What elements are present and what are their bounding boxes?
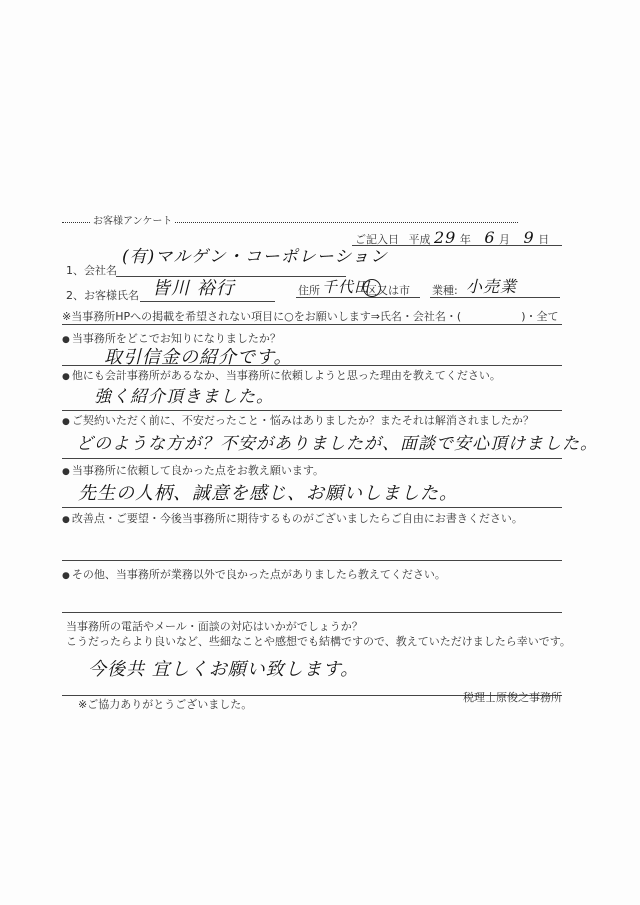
date-year: 29 (434, 228, 457, 247)
date-month: 6 (484, 228, 496, 247)
answer-concerns: どのような方が？不安がありましたが、面談で安心頂けました。 (76, 434, 598, 454)
customer-name-label: 2、お客様氏名 (66, 289, 139, 302)
answer-how-found: 取引信金の紹介です。 (104, 347, 293, 368)
date-day: 9 (523, 228, 535, 247)
question-good-points: ● 当事務所に依頼して良かった点をお教え願います。 (62, 462, 324, 478)
customer-name-underline (140, 301, 275, 302)
answer-reason-line (62, 410, 562, 411)
date-year-unit: 年 (459, 233, 471, 246)
form-title: お客様アンケート (90, 212, 175, 227)
address-ward-circle (363, 279, 381, 297)
customer-name-answer: 皆川 裕行 (152, 278, 235, 299)
answer-improvements-line (62, 560, 562, 561)
industry-label: 業種: (432, 284, 458, 297)
office-name: 税理士原俊之事務所 (463, 691, 562, 704)
question-concerns: ● ご契約いただく前に、不安だったこと・悩みはありましたか？またそれは解消されましたか？ (62, 412, 534, 428)
address-label: 住所 (298, 284, 320, 297)
question-reason: ● 他にも会計事務所があるなか、当事務所に依頼しようと思った理由を教えてください。 (62, 367, 501, 383)
answer-other-line (62, 612, 562, 613)
free-comment-answer: 今後共 宜しくお願い致します。 (88, 659, 360, 680)
date-label: ご記入日 (355, 233, 399, 246)
answer-how-found-line (62, 365, 562, 366)
company-name-answer: (有)マルゲン・コーポレーション (122, 247, 388, 267)
answer-reason: 強く紹介頂きました。 (94, 387, 274, 407)
date-era: 平成 (408, 233, 431, 246)
question-improvements: ● 改善点・ご要望・今後当事務所に期待するものがございましたらご自由にお書きください。 (62, 510, 523, 526)
industry-answer: 小売業 (466, 277, 518, 296)
industry-underline (430, 297, 560, 298)
privacy-note-text: ※当事務所HPへの掲載を希望されない項目に○をお願いします⇒氏名・会社名・( (62, 310, 462, 323)
date-month-unit: 月 (499, 233, 511, 246)
address-suffix: 区又は市 (366, 284, 410, 297)
answer-good-points: 先生の人柄、誠意を感じ、お願いしました。 (78, 483, 458, 504)
company-name-label: 1、会社名 (66, 264, 117, 277)
address-answer: 千代田 (322, 278, 371, 296)
privacy-underline (62, 324, 562, 325)
answer-concerns-line (62, 458, 562, 459)
address-underline (296, 297, 420, 298)
privacy-note (62, 308, 559, 324)
privacy-note-end: )・全て (521, 310, 559, 323)
answer-good-points-line (62, 507, 562, 508)
contact-question: 当事務所の電話やメール・面談の対応はいかがでしょうか？ (66, 620, 363, 633)
question-how-found: ● 当事務所をどこでお知りになりましたか？ (62, 330, 281, 346)
date-day-unit: 日 (538, 233, 550, 246)
question-other: ● その他、当事務所が業務以外で良かった点がありましたら教えてください。 (62, 566, 446, 582)
thanks-note: ※ご協力ありがとうございました。 (78, 698, 253, 711)
free-comment-prompt: こうだったらより良いなど、些細なことや感想でも結構ですので、教えていただけましたら幸いです。 (66, 635, 571, 648)
